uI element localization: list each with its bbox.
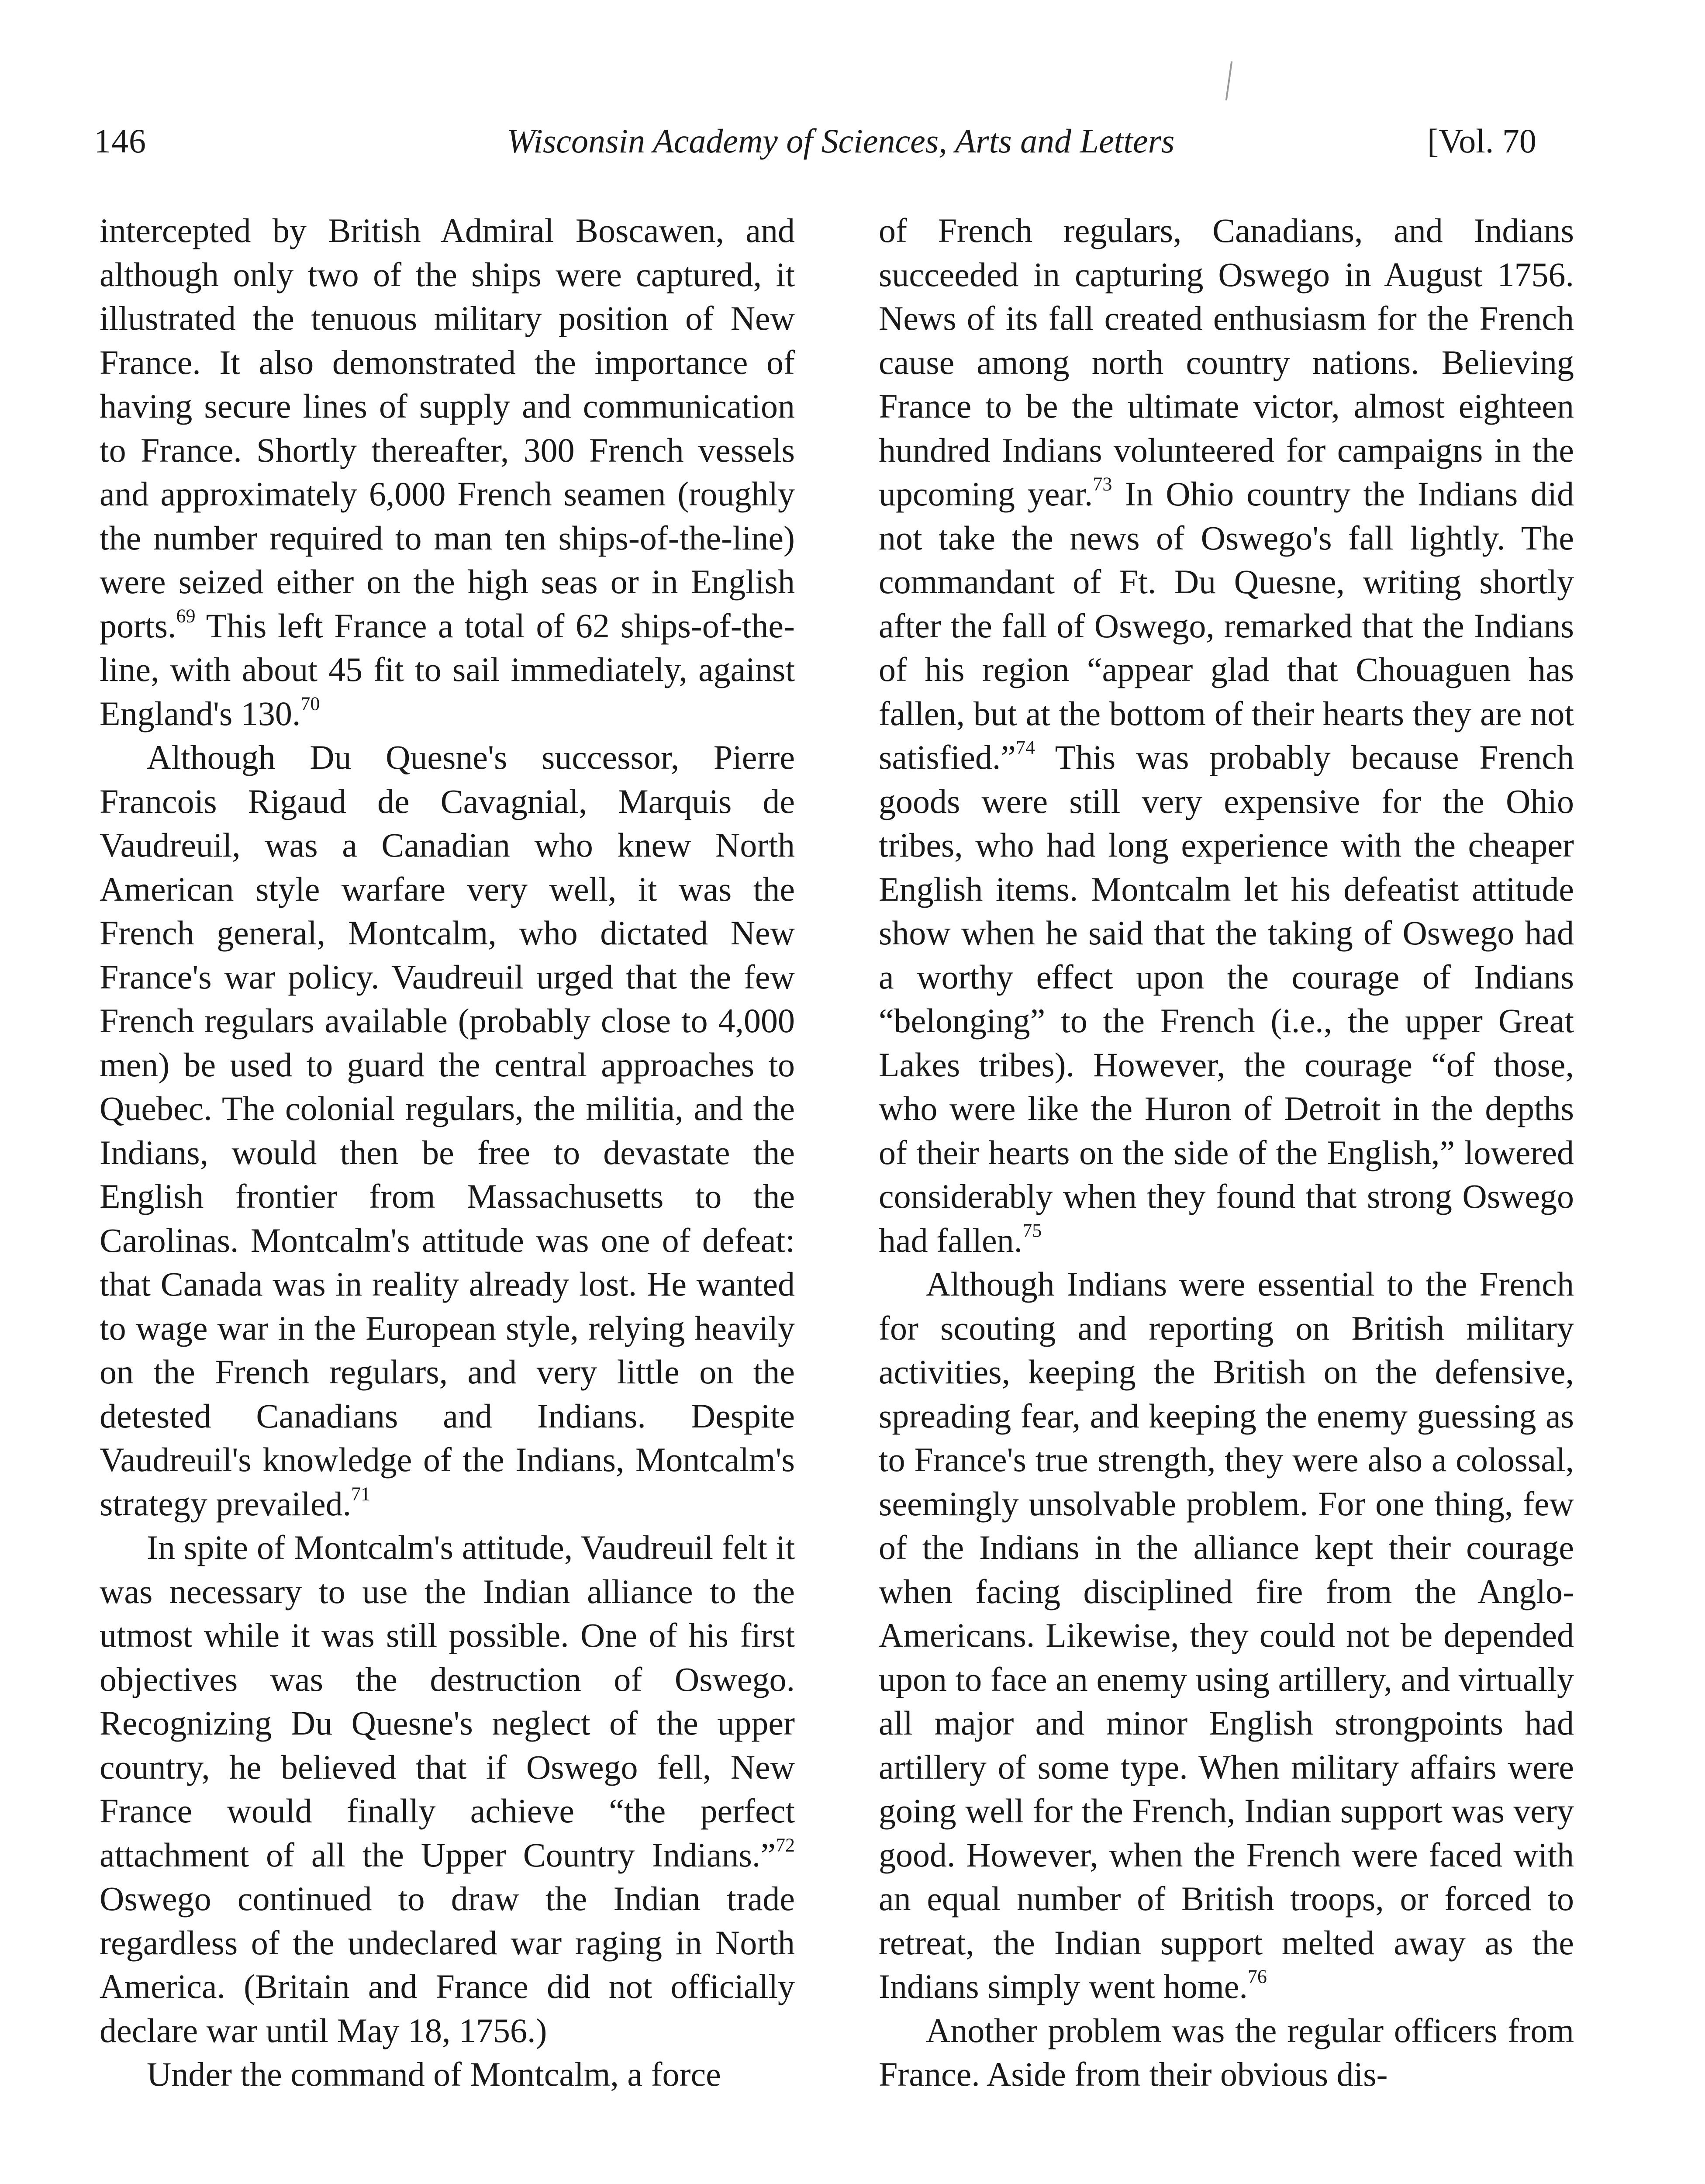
- paragraph: [879, 209, 1574, 1262]
- left-column: [100, 209, 795, 2097]
- footnote-ref: 69: [176, 605, 196, 627]
- paragraph-text: of French regulars, Canadians, and Indians succeeded in capturing Oswego in August 1756. News of its fall created enthusiasm for the French cause among north country nations. Believing France to be the ultimate victor, almost eighteen hundred Indians volunteered for campaigns in the upcoming year.: [879, 211, 1574, 513]
- paragraph-text: Although Du Quesne's successor, Pierre Francois Rigaud de Cavagnial, Marquis de Vaudreuil, was a Canadian who knew North American style warfare very well, it was the French general, Montcalm, who dictated New France's war policy. Vaudreuil urged that the few French regulars available (probably close to 4,000 men) be used to guard the central approaches to Quebec. The colonial regulars, the militia, and the Indians, would then be free to devastate the English frontier from Massachusetts to the Carolinas. Montcalm's attitude was one of defeat: that Canada was in reality already lost. He wanted to wage war in the European style, relying heavily on the French regulars, and very little on the detested Canadians and Indians. Despite Vaudreuil's knowledge of the Indians, Montcalm's strategy prevailed.: [100, 738, 795, 1523]
- page-header: [0, 117, 1705, 165]
- volume-label: [Vol. 70: [1427, 122, 1536, 160]
- footnote-ref: 74: [1016, 736, 1035, 758]
- paragraph: [879, 2009, 1574, 2097]
- footnote-ref: 72: [776, 1834, 795, 1856]
- footnote-ref: 71: [351, 1483, 371, 1505]
- footnote-ref: 70: [300, 693, 320, 715]
- scan-artifact-mark: [1225, 61, 1232, 100]
- paragraph-text: In spite of Montcalm's attitude, Vaudreuil felt it was necessary to use the Indian alliance to the utmost while it was still possible. One of his first objectives was the destruction of Oswego. Recognizing Du Quesne's neglect of the upper country, he believed that if Oswego fell, New France would finally achieve “the perfect attachment of all the Upper Country Indians.”: [100, 1528, 795, 1874]
- paragraph-text: intercepted by British Admiral Boscawen, and although only two of the ships were captured, it illustrated the tenuous military position of New France. It also demonstrated the importance of having secure lines of supply and communication to France. Shortly thereafter, 300 French vessels and approximately 6,000 French seamen (roughly the number required to man ten ships-of-the-line) were seized either on the high seas or in English ports.: [100, 211, 795, 645]
- right-column: [879, 209, 1574, 2097]
- paragraph-text: This was probably because French goods were still very expensive for the Ohio tribes, who had long experience with the cheaper English items. Montcalm let his defeatist attitude show when he said that the taking of Oswego had a worthy effect upon the courage of Indians “belonging” to the French (i.e., the upper Great Lakes tribes). However, the courage “of those, who were like the Huron of Detroit in the depths of their hearts on the side of the English,” lowered considerably when they found that strong Oswego had fallen.: [879, 738, 1574, 1259]
- paragraph-text: This left France a total of 62 ships-of-the-line, with about 45 fit to sail immediately, against England's 130.: [100, 606, 795, 733]
- paragraph-text: Oswego continued to draw the Indian trade regardless of the undeclared war raging in North America. (Britain and France did not officially declare war until May 18, 1756.): [100, 1880, 795, 2049]
- paragraph-text: Although Indians were essential to the French for scouting and reporting on British military activities, keeping the British on the defensive, spreading fear, and keeping the enemy guessing as to France's true strength, they were also a colossal, seemingly unsolvable problem. For one thing, few of the Indians in the alliance kept their courage when facing disciplined fire from the Anglo-Americans. Likewise, they could not be depended upon to face an enemy using artillery, and virtually all major and minor English strongpoints had artillery of some type. When military affairs were going well for the French, Indian support was very good. However, when the French were faced with an equal number of British troops, or forced to retreat, the Indian support melted away as the Indians simply went home.: [879, 1265, 1574, 2005]
- paragraph: [100, 209, 795, 736]
- footnote-ref: 75: [1022, 1220, 1042, 1241]
- footnote-ref: 76: [1247, 1966, 1267, 1987]
- paragraph-text: In Ohio country the Indians did not take the news of Oswego's fall lightly. The commandant of Ft. Du Quesne, writing shortly after the fall of Oswego, remarked that the Indians of his region “appear glad that Chouaguen has fallen, but at the bottom of their hearts they are not satisfied.”: [879, 475, 1574, 776]
- footnote-ref: 73: [1093, 473, 1112, 495]
- paragraph: [100, 2053, 795, 2097]
- page-number: 146: [94, 122, 146, 160]
- paragraph-text: Another problem was the regular officers from France. Aside from their obvious dis-: [879, 2011, 1574, 2093]
- paragraph: [100, 1526, 795, 2053]
- paragraph-text: Under the command of Montcalm, a force: [147, 2055, 721, 2093]
- paragraph: [100, 736, 795, 1526]
- paragraph: [879, 1262, 1574, 2009]
- running-title: Wisconsin Academy of Sciences, Arts and Letters: [507, 122, 1175, 160]
